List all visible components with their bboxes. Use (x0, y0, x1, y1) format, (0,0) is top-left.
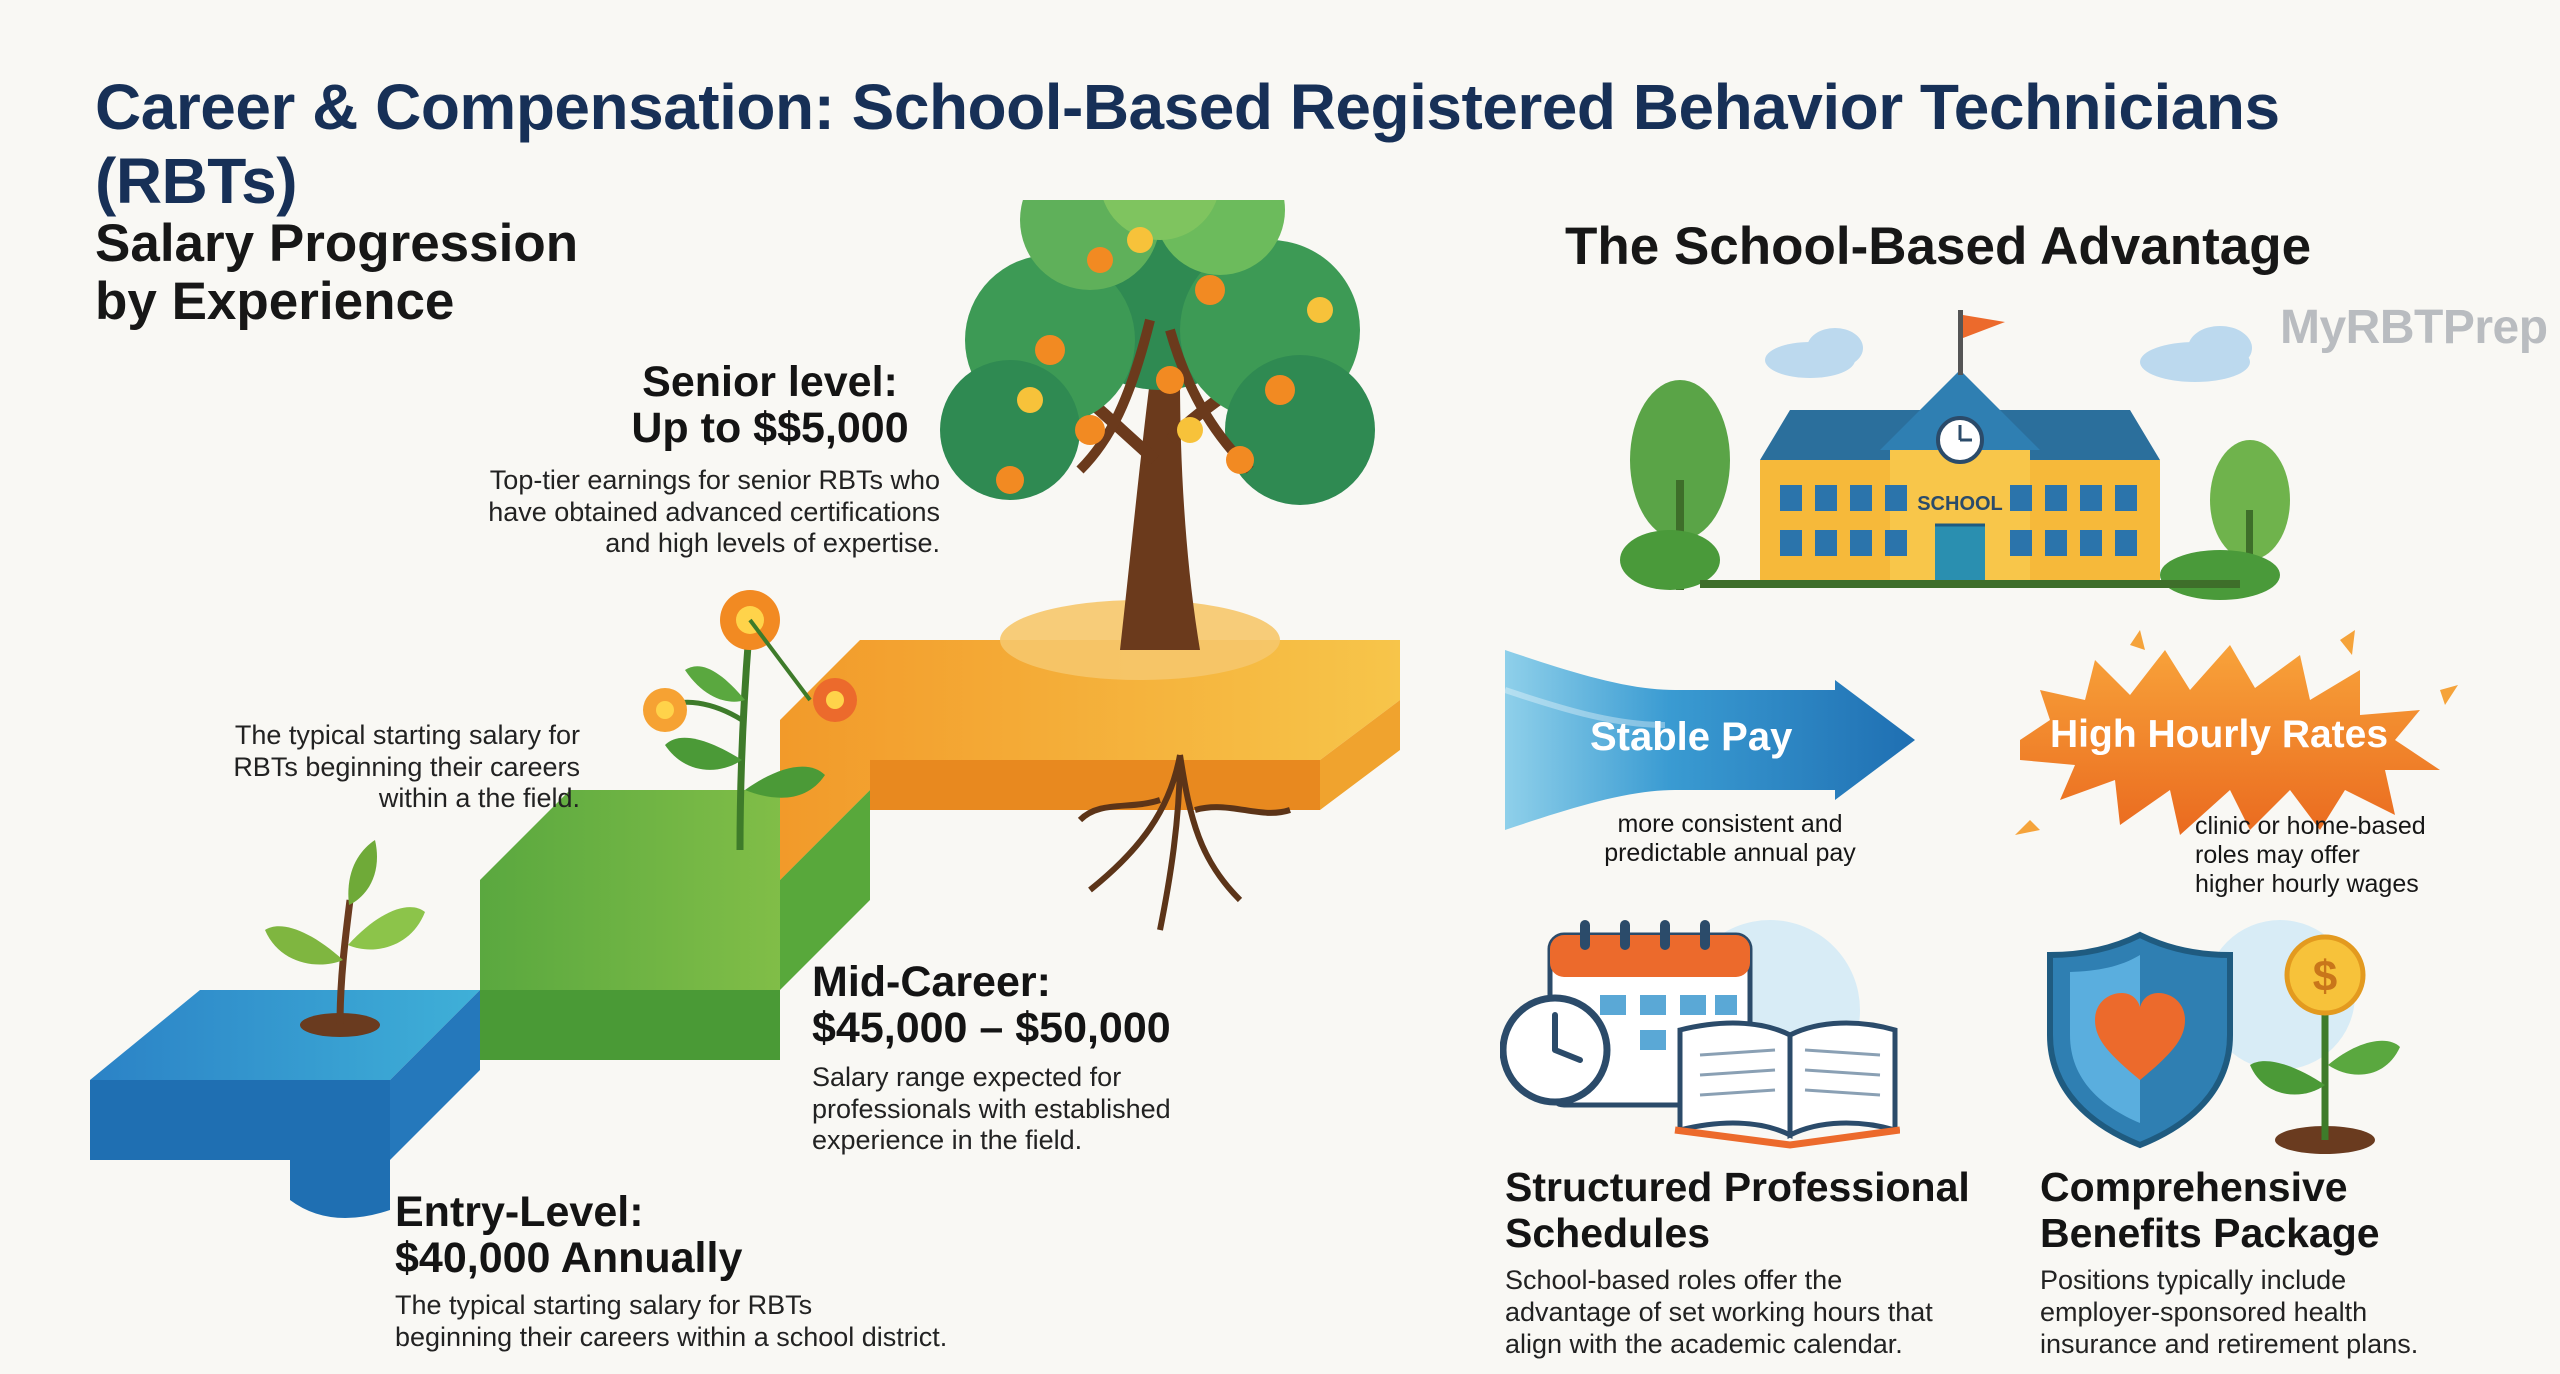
stable-pay-desc-line1: more consistent and (1617, 810, 1843, 838)
mid-desc-line2: professionals with established (812, 1093, 1171, 1124)
entry-desc-line2: beginning their careers within a school district. (395, 1321, 948, 1352)
starting-salary-side-note (160, 720, 580, 815)
benefits-desc-line1: Positions typically include (2040, 1265, 2347, 1295)
senior-title-line2: Up to $​$5,000 (631, 403, 909, 452)
schedules-title (1505, 1165, 2025, 1257)
senior-level-description (410, 465, 940, 560)
dollar-coin-symbol: $ (2312, 952, 2338, 1001)
benefits-illustration (2040, 915, 2410, 1155)
senior-title-line1: Senior level: (642, 358, 898, 406)
side-note-line2: RBTs beginning their careers (233, 751, 580, 782)
senior-level-title (620, 360, 920, 451)
page-title: Career & Compensation: School-Based Registered Behavior Technicians (RBTs) (95, 71, 2280, 217)
shield-heart-icon (2050, 935, 2230, 1145)
benefits-desc-line2: employer-sponsored health (2040, 1296, 2368, 1327)
open-book-icon (1675, 1023, 1900, 1145)
schedules-desc-line1: School-based roles offer the (1505, 1265, 1843, 1295)
fruit-tree-icon (940, 200, 1375, 650)
schedules-description (1505, 1265, 2025, 1361)
schedules-desc-line2: advantage of set working hours that (1505, 1296, 1933, 1327)
entry-title-line1: Entry-Level: (395, 1188, 644, 1236)
benefits-title (2040, 1165, 2520, 1257)
high-rates-desc-line3: higher hourly wages (2195, 869, 2419, 898)
high-rates-description (2195, 812, 2455, 898)
benefits-title-line1: Comprehensive (2040, 1164, 2348, 1210)
mid-title-line2: $45,000 – $50,000 (812, 1003, 1171, 1052)
benefits-desc-line3: insurance and retirement plans. (2040, 1328, 2419, 1359)
entry-title-line2: $40,000 Annually (395, 1233, 743, 1282)
stable-pay-desc-line2: predictable annual pay (1604, 838, 1856, 867)
senior-desc-line3: and high levels of expertise. (605, 528, 940, 559)
high-hourly-rates-label: High Hourly Rates (2050, 713, 2389, 756)
high-rates-desc-line2: roles may offer (2195, 840, 2360, 869)
mid-desc-line3: experience in the field. (812, 1125, 1083, 1156)
schedules-title-line1: Structured Professional (1505, 1164, 1970, 1210)
benefits-title-line2: Benefits Package (2040, 1209, 2380, 1256)
school-advantage-heading: The School-Based Advantage (1565, 217, 2312, 276)
entry-desc-line1: The typical starting salary for RBTs (395, 1290, 813, 1320)
mid-desc-line1: Salary range expected for (812, 1062, 1122, 1092)
senior-level-step (780, 600, 1400, 880)
senior-desc-line2: have obtained advanced certifications (488, 496, 940, 527)
schedule-illustration (1500, 920, 1900, 1150)
school-sign-label: SCHOOL (1917, 493, 2003, 515)
side-note-line1: The typical starting salary for (234, 720, 580, 750)
entry-level-step (90, 990, 480, 1218)
mid-career-title (812, 960, 1312, 1051)
side-note-line3: within a the field. (378, 783, 580, 814)
benefits-description (2040, 1265, 2520, 1361)
high-rates-desc-line1: clinic or home-based (2195, 812, 2426, 840)
clock-icon (1503, 998, 1607, 1102)
mid-career-description (812, 1062, 1292, 1157)
schedules-desc-line3: align with the academic calendar. (1505, 1328, 1903, 1359)
school-building-icon (1610, 310, 2310, 610)
salary-heading-line1: Salary Progression (95, 214, 579, 273)
salary-heading-line2: by Experience (95, 272, 455, 332)
stable-pay-label: Stable Pay (1590, 715, 1793, 759)
schedules-title-line2: Schedules (1505, 1209, 1711, 1256)
stable-pay-description (1560, 810, 1900, 868)
entry-level-description (395, 1290, 1115, 1353)
entry-level-title (395, 1190, 915, 1281)
senior-desc-line1: Top-tier earnings for senior RBTs who (489, 465, 940, 495)
cloud-icon (1765, 326, 2252, 382)
mid-title-line1: Mid-Career: (812, 958, 1051, 1006)
watermark-logo: MyRBTPrep (2280, 301, 2548, 354)
